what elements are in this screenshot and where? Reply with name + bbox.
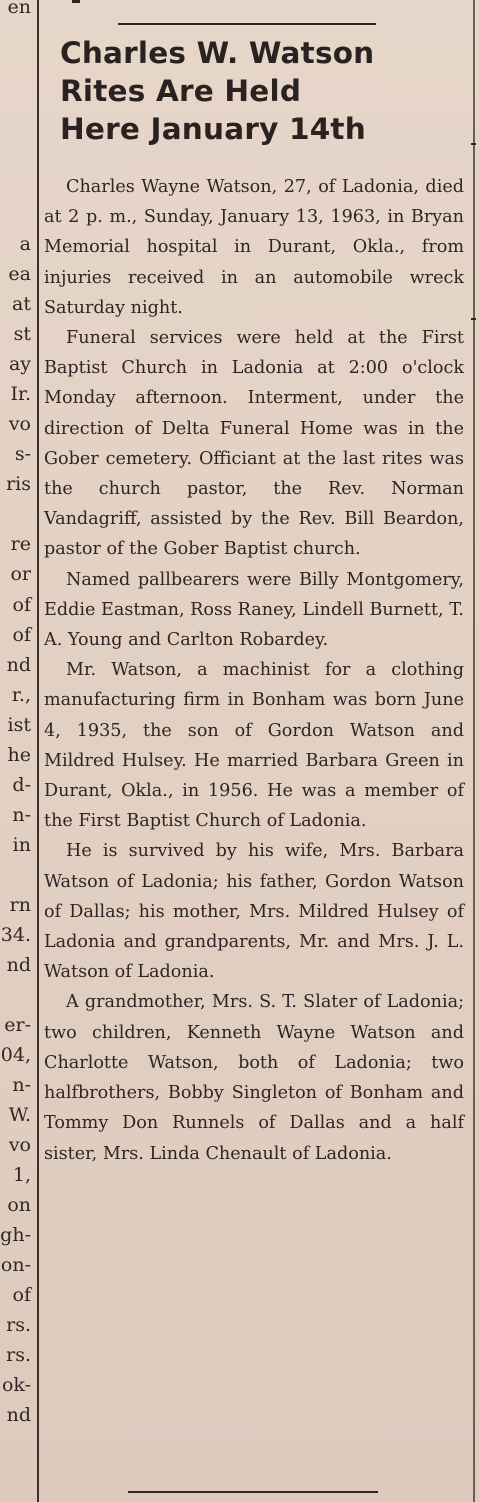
- fragment-text: he: [7, 744, 31, 766]
- fragment-text: vo: [8, 1134, 31, 1156]
- paragraph: He is survived by his wife, Mrs. Barbara Watson of Ladonia; his father, Gordon Watson of Dallas; his mother, Mrs. Mildred Hulsey of Ladonia and grandparents, Mr. and Mrs. J. L. Watson of Ladonia.: [44, 841, 464, 983]
- fragment-text: en: [7, 0, 31, 18]
- paragraph: Mr. Watson, a machinist for a clothing manufacturing firm in Bonham was born June 4, 1935, the son of Gordon Watson and Mildred Hulsey. He married Barbara Green in Durant, Okla., in 1956. He was a member of the First Baptist Church of Ladonia.: [44, 660, 464, 832]
- fragment-text: a: [19, 233, 31, 255]
- headline-top-rule: [118, 23, 376, 25]
- paragraph: A grandmother, Mrs. S. T. Slater of Ladonia; two children, Kenneth Wayne Watson and Charlotte Watson, both of Ladonia; two halfbrothers, Bobby Singleton of Bonham and Tommy Don Runnels of Dallas and a half sister, Mrs. Linda Chenault of Ladonia.: [44, 992, 464, 1164]
- fragment-text: 04,: [0, 1044, 31, 1066]
- fragment-text: of: [12, 1284, 31, 1306]
- column-rule-left: [37, 0, 39, 1502]
- fragment-text: 1,: [12, 1164, 31, 1186]
- top-edge-mark: [72, 0, 80, 3]
- fragment-text: nd: [6, 654, 31, 676]
- fragment-text: vo: [8, 413, 31, 435]
- fragment-text: of: [12, 624, 31, 646]
- obituary-article: [44, 30, 464, 1164]
- edge-mark: [471, 143, 476, 145]
- fragment-text: on-: [0, 1254, 31, 1276]
- fragment-text: re: [10, 533, 31, 555]
- paragraph: Funeral services were held at the First Baptist Church in Ladonia at 2:00 o'clock Monday afternoon. Interment, under the direction of Delta Funeral Home was in the Gober cemetery. Officiant at the last rites was the church pastor, the Rev. Norman Vandagriff, assisted by the Rev. Bill Beardon, pastor of the Gober Baptist church.: [44, 328, 464, 560]
- fragment-text: rn: [9, 894, 31, 916]
- edge-mark: [471, 318, 476, 320]
- fragment-text: gh-: [0, 1224, 31, 1246]
- fragment-text: in: [12, 834, 31, 856]
- fragment-text: ist: [7, 714, 31, 736]
- fragment-text: ay: [8, 353, 31, 375]
- fragment-text: n-: [12, 1074, 31, 1096]
- adjacent-column-fragments: [0, 0, 34, 1502]
- fragment-text: d-: [12, 774, 31, 796]
- paragraph: Named pallbearers were Billy Montgomery, Eddie Eastman, Ross Raney, Lindell Burnett, T. A. Young and Carlton Robardey.: [44, 569, 464, 651]
- fragment-text: on: [7, 1194, 31, 1216]
- fragment-text: or: [10, 563, 31, 585]
- headline-line-1: Charles W. Watson: [60, 36, 375, 70]
- fragment-text: nd: [6, 1404, 31, 1426]
- fragment-text: of: [12, 594, 31, 616]
- headline-line-2: Rites Are Held: [60, 74, 302, 108]
- headline: [60, 34, 464, 148]
- fragment-text: n-: [12, 804, 31, 826]
- fragment-text: rs.: [6, 1314, 31, 1336]
- fragment-text: s-: [14, 443, 31, 465]
- fragment-text: 34.: [0, 924, 31, 946]
- fragment-text: r.,: [11, 684, 31, 706]
- headline-line-3: Here January 14th: [60, 112, 366, 146]
- article-end-rule: [128, 1491, 378, 1493]
- paragraph: Charles Wayne Watson, 27, of Ladonia, died at 2 p. m., Sunday, January 13, 1963, in Bryan Memorial hospital in Durant, Okla., from injuries received in an automobile wreck Saturday night.: [44, 177, 464, 318]
- fragment-text: Ir.: [10, 383, 31, 405]
- fragment-text: er-: [4, 1014, 31, 1036]
- fragment-text: rs.: [6, 1344, 31, 1366]
- fragment-text: nd: [6, 954, 31, 976]
- fragment-text: W.: [8, 1104, 31, 1126]
- fragment-text: st: [13, 323, 31, 345]
- article-body: [44, 172, 464, 1169]
- fragment-text: ok-: [1, 1374, 31, 1396]
- fragment-text: ea: [8, 263, 31, 285]
- right-edge: [470, 0, 479, 1502]
- fragment-text: at: [12, 293, 31, 315]
- fragment-text: ris: [6, 473, 31, 495]
